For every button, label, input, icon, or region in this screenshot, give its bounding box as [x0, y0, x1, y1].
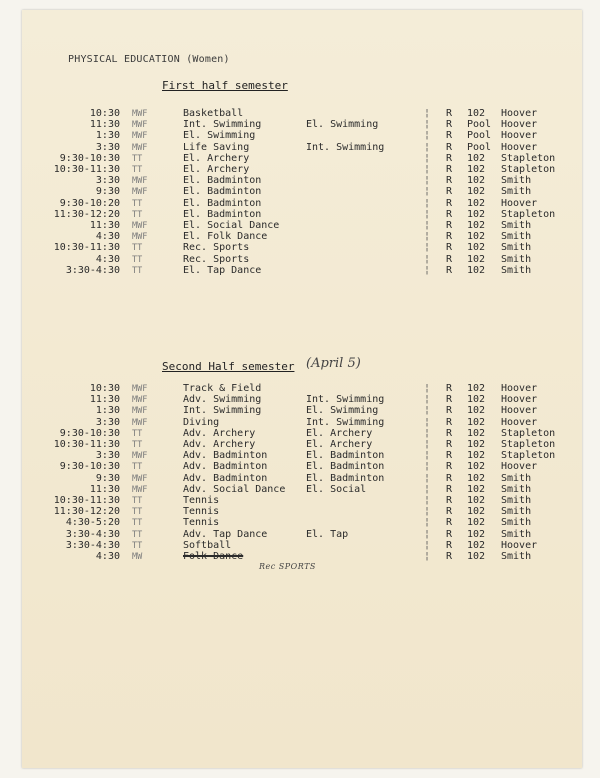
schedule-row: [22, 265, 582, 276]
room-cell: Pool: [467, 119, 492, 131]
r-cell: R: [446, 208, 453, 220]
room-cell: 102: [467, 405, 486, 417]
days-cell: TT: [132, 243, 143, 254]
room-cell: 102: [467, 472, 486, 484]
days-cell: MWF: [132, 176, 148, 187]
days-cell: TT: [132, 496, 143, 506]
instructor-cell: Smith: [501, 495, 532, 506]
handwritten-rec-sports-annotation: Rec SPORTS: [259, 562, 316, 571]
room-cell: 102: [467, 506, 486, 518]
room-cell: 102: [467, 231, 486, 243]
r-cell: R: [446, 152, 453, 164]
instructor-cell: Hoover: [501, 130, 538, 142]
column-divider-mark: ¦: [424, 231, 431, 243]
schedule-row: [22, 506, 582, 517]
r-cell: R: [446, 197, 453, 209]
instructor-cell: Stapleton: [501, 450, 556, 462]
column-divider-mark: ¦: [424, 197, 431, 209]
time-cell: 11:30: [89, 483, 120, 495]
activity-cell: Track & Field: [183, 383, 262, 394]
schedule-row: [22, 153, 582, 164]
instructor-cell: Stapleton: [501, 427, 556, 439]
days-cell: MWF: [132, 417, 148, 428]
activity-cell: Rec. Sports: [183, 242, 250, 254]
instructor-cell: Hoover: [501, 461, 538, 473]
days-cell: MWF: [132, 120, 148, 131]
section-cell: El. Swimming: [306, 119, 379, 131]
instructor-cell: Stapleton: [501, 439, 556, 450]
schedule-row: [22, 164, 582, 175]
room-cell: 102: [467, 208, 486, 220]
column-divider-mark: ¦: [424, 208, 431, 220]
activity-cell: Diving: [183, 416, 220, 428]
column-divider-mark: ¦: [424, 164, 431, 175]
time-cell: 4:30: [95, 231, 120, 243]
column-divider-mark: ¦: [424, 242, 431, 254]
days-cell: MWF: [132, 484, 148, 495]
instructor-cell: Hoover: [501, 141, 538, 153]
schedule-row: [22, 428, 582, 439]
time-cell: 10:30: [89, 108, 120, 119]
schedule-row: [22, 383, 582, 394]
room-cell: 102: [467, 461, 486, 473]
schedule-row: [22, 231, 582, 242]
column-divider-mark: ¦: [424, 253, 431, 265]
schedule-row: [22, 108, 582, 119]
column-divider-mark: ¦: [424, 539, 431, 551]
days-cell: MW: [132, 552, 143, 562]
r-cell: R: [446, 528, 453, 540]
room-cell: 102: [467, 539, 486, 551]
days-cell: MWF: [132, 473, 148, 484]
column-divider-mark: ¦: [424, 141, 431, 153]
column-divider-mark: ¦: [424, 551, 431, 562]
activity-cell: El. Archery: [183, 164, 250, 175]
days-cell: MWF: [132, 384, 148, 394]
column-divider-mark: ¦: [424, 483, 431, 495]
time-cell: 9:30: [95, 186, 120, 198]
r-cell: R: [446, 483, 453, 495]
section-cell: El. Swimming: [306, 405, 379, 417]
schedule-row: [22, 142, 582, 153]
r-cell: R: [446, 539, 453, 551]
room-cell: 102: [467, 175, 486, 187]
column-divider-mark: ¦: [424, 461, 431, 473]
days-cell: TT: [132, 209, 143, 220]
schedule-row: [22, 450, 582, 461]
column-divider-mark: ¦: [424, 119, 431, 131]
days-cell: TT: [132, 529, 143, 540]
column-divider-mark: ¦: [424, 108, 431, 119]
time-cell: 10:30-11:30: [53, 495, 120, 506]
column-divider-mark: ¦: [424, 405, 431, 417]
days-cell: TT: [132, 165, 143, 175]
days-cell: TT: [132, 153, 143, 164]
r-cell: R: [446, 164, 453, 175]
days-cell: MWF: [132, 451, 148, 462]
room-cell: 102: [467, 383, 486, 394]
time-cell: 1:30: [95, 405, 120, 417]
days-cell: MWF: [132, 221, 148, 231]
section-cell: El. Archery: [306, 439, 373, 450]
schedule-row: [22, 198, 582, 209]
days-cell: TT: [132, 198, 143, 209]
r-cell: R: [446, 141, 453, 153]
section-cell: El. Badminton: [306, 461, 385, 473]
schedule-row: [22, 461, 582, 472]
r-cell: R: [446, 427, 453, 439]
activity-cell: El. Folk Dance: [183, 231, 268, 243]
room-cell: 102: [467, 186, 486, 198]
column-divider-mark: ¦: [424, 220, 431, 231]
activity-cell: Rec. Sports: [183, 253, 250, 265]
schedule-row: [22, 473, 582, 484]
activity-cell: Adv. Badminton: [183, 450, 268, 462]
r-cell: R: [446, 416, 453, 428]
instructor-cell: Smith: [501, 253, 532, 265]
activity-cell: El. Tap Dance: [183, 264, 262, 276]
schedule-row: [22, 130, 582, 141]
r-cell: R: [446, 242, 453, 254]
schedule-row: [22, 417, 582, 428]
r-cell: R: [446, 461, 453, 473]
time-cell: 9:30-10:30: [59, 152, 120, 164]
activity-cell: El. Archery: [183, 152, 250, 164]
room-cell: 102: [467, 551, 486, 562]
instructor-cell: Smith: [501, 242, 532, 254]
schedule-row: [22, 186, 582, 197]
r-cell: R: [446, 130, 453, 142]
instructor-cell: Hoover: [501, 108, 538, 119]
schedule-row: [22, 119, 582, 130]
activity-cell: Adv. Badminton: [183, 461, 268, 473]
days-cell: TT: [132, 462, 143, 473]
handwritten-date-annotation: (April 5): [306, 356, 361, 371]
time-cell: 4:30: [95, 253, 120, 265]
column-divider-mark: ¦: [424, 264, 431, 276]
instructor-cell: Smith: [501, 472, 532, 484]
time-cell: 3:30-4:30: [65, 539, 120, 551]
column-divider-mark: ¦: [424, 152, 431, 164]
r-cell: R: [446, 383, 453, 394]
room-cell: Pool: [467, 130, 492, 142]
activity-cell: Softball: [183, 539, 232, 551]
r-cell: R: [446, 495, 453, 506]
room-cell: 102: [467, 394, 486, 406]
time-cell: 3:30: [95, 450, 120, 462]
section-cell: El. Archery: [306, 427, 373, 439]
time-cell: 3:30-4:30: [65, 528, 120, 540]
first-half-heading: First half semester: [162, 79, 288, 92]
time-cell: 11:30: [89, 220, 120, 231]
column-divider-mark: ¦: [424, 186, 431, 198]
column-divider-mark: ¦: [424, 506, 431, 518]
time-cell: 10:30-11:30: [53, 439, 120, 450]
schedule-row: [22, 405, 582, 416]
schedule-row: [22, 540, 582, 551]
time-cell: 3:30-4:30: [65, 264, 120, 276]
column-divider-mark: ¦: [424, 495, 431, 506]
activity-cell: El. Badminton: [183, 175, 262, 187]
activity-cell: Basketball: [183, 108, 244, 119]
time-cell: 11:30-12:20: [53, 506, 120, 518]
r-cell: R: [446, 231, 453, 243]
r-cell: R: [446, 472, 453, 484]
activity-cell: Tennis: [183, 495, 220, 506]
time-cell: 10:30-11:30: [53, 164, 120, 175]
days-cell: MWF: [132, 232, 148, 243]
instructor-cell: Hoover: [501, 197, 538, 209]
schedule-row: [22, 551, 582, 562]
instructor-cell: Smith: [501, 264, 532, 276]
room-cell: 102: [467, 242, 486, 254]
time-cell: 11:30: [89, 119, 120, 131]
instructor-cell: Hoover: [501, 416, 538, 428]
room-cell: 102: [467, 264, 486, 276]
instructor-cell: Smith: [501, 528, 532, 540]
column-divider-mark: ¦: [424, 472, 431, 484]
r-cell: R: [446, 108, 453, 119]
column-divider-mark: ¦: [424, 427, 431, 439]
activity-cell: El. Social Dance: [183, 220, 280, 231]
schedule-row: [22, 529, 582, 540]
activity-cell: Adv. Social Dance: [183, 483, 286, 495]
days-cell: TT: [132, 428, 143, 439]
section-cell: El. Badminton: [306, 450, 385, 462]
instructor-cell: Hoover: [501, 383, 538, 394]
schedule-row: [22, 220, 582, 231]
days-cell: TT: [132, 254, 143, 265]
room-cell: 102: [467, 197, 486, 209]
instructor-cell: Smith: [501, 231, 532, 243]
activity-cell: Adv. Swimming: [183, 394, 262, 406]
section-cell: Int. Swimming: [306, 394, 385, 406]
activity-cell: Folk Dance: [183, 551, 244, 562]
time-cell: 9:30-10:20: [59, 197, 120, 209]
schedule-row: [22, 242, 582, 253]
room-cell: 102: [467, 427, 486, 439]
time-cell: 9:30-10:30: [59, 461, 120, 473]
days-cell: TT: [132, 507, 143, 518]
room-cell: 102: [467, 164, 486, 175]
r-cell: R: [446, 175, 453, 187]
r-cell: R: [446, 394, 453, 406]
instructor-cell: Smith: [501, 175, 532, 187]
instructor-cell: Smith: [501, 517, 532, 529]
room-cell: Pool: [467, 141, 492, 153]
document-title: PHYSICAL EDUCATION (Women): [68, 54, 230, 65]
activity-cell: Int. Swimming: [183, 119, 262, 131]
activity-cell: Tennis: [183, 506, 220, 518]
time-cell: 4:30: [95, 551, 120, 562]
schedule-row: [22, 517, 582, 528]
schedule-row: [22, 254, 582, 265]
instructor-cell: Smith: [501, 551, 532, 562]
time-cell: 9:30: [95, 472, 120, 484]
activity-cell: Adv. Tap Dance: [183, 528, 268, 540]
days-cell: MWF: [132, 142, 148, 153]
column-divider-mark: ¦: [424, 528, 431, 540]
r-cell: R: [446, 253, 453, 265]
room-cell: 102: [467, 528, 486, 540]
days-cell: TT: [132, 540, 143, 551]
activity-cell: El. Badminton: [183, 208, 262, 220]
column-divider-mark: ¦: [424, 175, 431, 187]
r-cell: R: [446, 517, 453, 529]
instructor-cell: Smith: [501, 506, 532, 518]
room-cell: 102: [467, 450, 486, 462]
column-divider-mark: ¦: [424, 394, 431, 406]
column-divider-mark: ¦: [424, 383, 431, 394]
activity-cell: Int. Swimming: [183, 405, 262, 417]
time-cell: 3:30: [95, 175, 120, 187]
column-divider-mark: ¦: [424, 450, 431, 462]
schedule-row: [22, 484, 582, 495]
instructor-cell: Hoover: [501, 394, 538, 406]
schedule-row: [22, 175, 582, 186]
document-page: [22, 10, 582, 768]
room-cell: 102: [467, 439, 486, 450]
r-cell: R: [446, 220, 453, 231]
room-cell: 102: [467, 416, 486, 428]
activity-cell: Adv. Badminton: [183, 472, 268, 484]
instructor-cell: Stapleton: [501, 208, 556, 220]
r-cell: R: [446, 506, 453, 518]
section-cell: Int. Swimming: [306, 416, 385, 428]
time-cell: 9:30-10:30: [59, 427, 120, 439]
time-cell: 3:30: [95, 416, 120, 428]
schedule-row: [22, 439, 582, 450]
time-cell: 11:30: [89, 394, 120, 406]
instructor-cell: Smith: [501, 220, 532, 231]
section-cell: El. Tap: [306, 528, 349, 540]
time-cell: 1:30: [95, 130, 120, 142]
r-cell: R: [446, 264, 453, 276]
days-cell: MWF: [132, 187, 148, 198]
instructor-cell: Hoover: [501, 539, 538, 551]
room-cell: 102: [467, 253, 486, 265]
days-cell: MWF: [132, 395, 148, 406]
section-cell: El. Badminton: [306, 472, 385, 484]
second-half-heading: Second Half semester: [162, 360, 295, 373]
r-cell: R: [446, 405, 453, 417]
r-cell: R: [446, 551, 453, 562]
r-cell: R: [446, 119, 453, 131]
instructor-cell: Smith: [501, 483, 532, 495]
column-divider-mark: ¦: [424, 130, 431, 142]
days-cell: MWF: [132, 406, 148, 417]
instructor-cell: Stapleton: [501, 164, 556, 175]
days-cell: TT: [132, 440, 143, 450]
activity-cell: Life Saving: [183, 141, 250, 153]
column-divider-mark: ¦: [424, 517, 431, 529]
room-cell: 102: [467, 483, 486, 495]
activity-cell: El. Swimming: [183, 130, 256, 142]
activity-cell: El. Badminton: [183, 186, 262, 198]
days-cell: TT: [132, 518, 143, 529]
days-cell: TT: [132, 265, 143, 276]
activity-cell: Tennis: [183, 517, 220, 529]
schedule-row: [22, 209, 582, 220]
column-divider-mark: ¦: [424, 416, 431, 428]
room-cell: 102: [467, 152, 486, 164]
section-cell: El. Social: [306, 483, 367, 495]
r-cell: R: [446, 450, 453, 462]
days-cell: MWF: [132, 131, 148, 142]
time-cell: 10:30: [89, 383, 120, 394]
time-cell: 10:30-11:30: [53, 242, 120, 254]
room-cell: 102: [467, 517, 486, 529]
instructor-cell: Hoover: [501, 119, 538, 131]
schedule-row: [22, 495, 582, 506]
activity-cell: Adv. Archery: [183, 439, 256, 450]
days-cell: MWF: [132, 109, 148, 119]
room-cell: 102: [467, 495, 486, 506]
section-cell: Int. Swimming: [306, 141, 385, 153]
time-cell: 3:30: [95, 141, 120, 153]
room-cell: 102: [467, 220, 486, 231]
activity-cell: Adv. Archery: [183, 427, 256, 439]
r-cell: R: [446, 186, 453, 198]
activity-cell: El. Badminton: [183, 197, 262, 209]
instructor-cell: Stapleton: [501, 152, 556, 164]
time-cell: 11:30-12:20: [53, 208, 120, 220]
room-cell: 102: [467, 108, 486, 119]
instructor-cell: Smith: [501, 186, 532, 198]
r-cell: R: [446, 439, 453, 450]
schedule-row: [22, 394, 582, 405]
column-divider-mark: ¦: [424, 439, 431, 450]
instructor-cell: Hoover: [501, 405, 538, 417]
time-cell: 4:30-5:20: [65, 517, 120, 529]
